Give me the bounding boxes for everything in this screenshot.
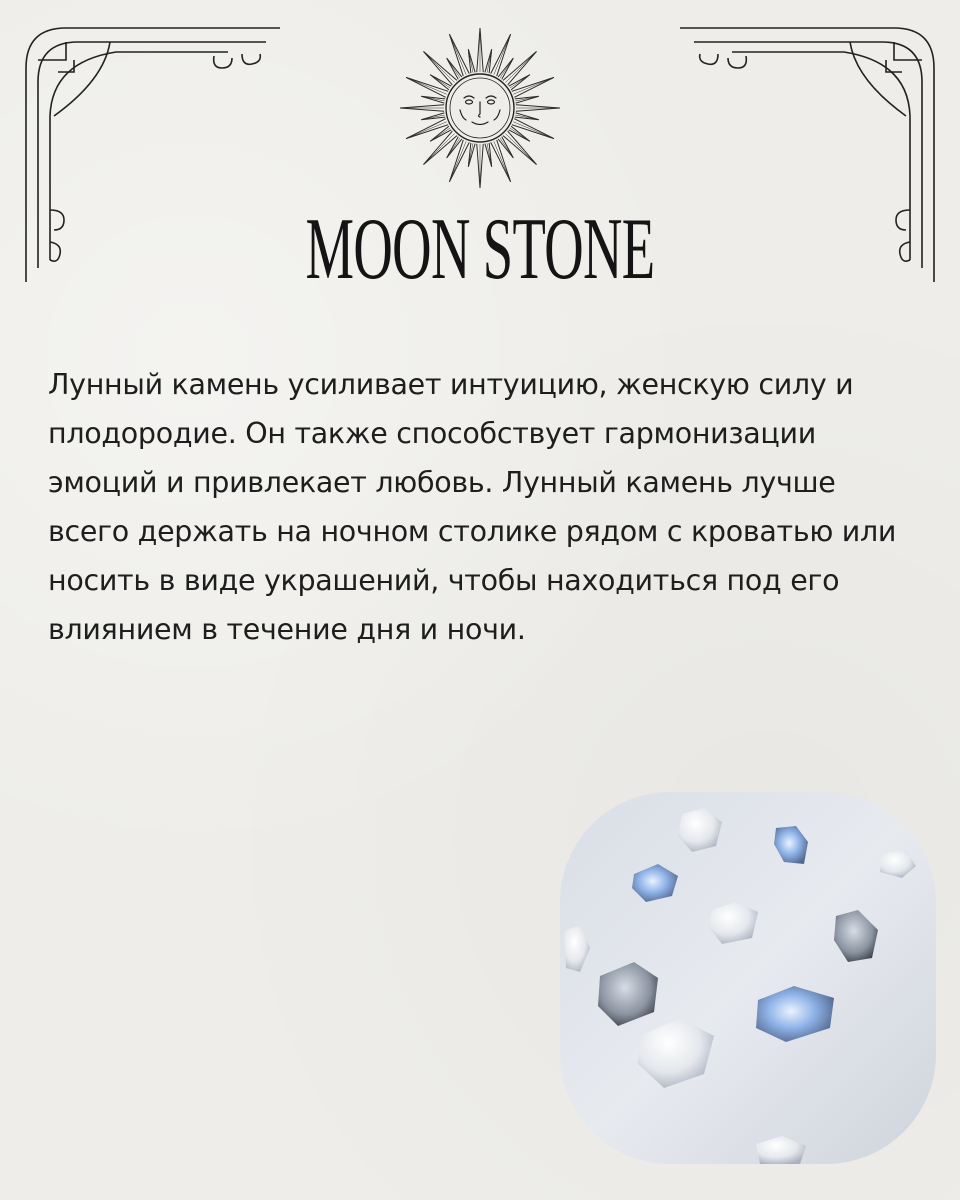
sun-face-icon [398, 26, 562, 190]
description-paragraph: Лунный камень усиливает интуицию, женскую силу и плодородие. Он также способствует гармонизации эмоций и привлекает любовь. Лунный камень лучше всего держать на ночном столике рядом с кроватью или носить в виде украшений, чтобы находиться под его влиянием в течение дня и ночи. [48, 368, 897, 646]
page-title: MOON STONE [305, 201, 655, 298]
moonstone-photo [560, 792, 936, 1164]
description-text [48, 360, 908, 654]
